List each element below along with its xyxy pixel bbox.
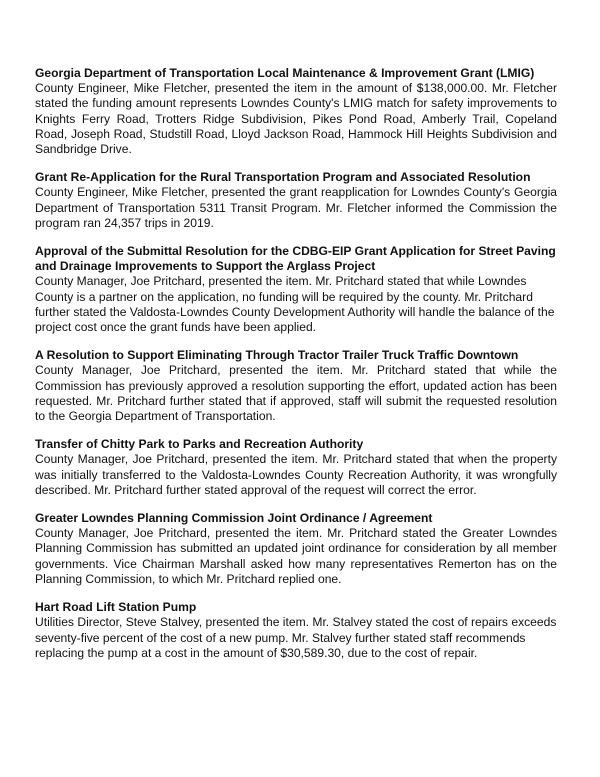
section-rural-transportation [35, 170, 557, 231]
section-hart-road-pump [35, 600, 557, 661]
section-cdbg-eip [35, 244, 557, 335]
section-body: Utilities Director, Steve Stalvey, presented the item. Mr. Stalvey stated the cost of repairs exceeds seventy-five percent of the cost of a new pump. Mr. Stalvey further stated staff recommends replacing the pump at a cost in the amount of $30,589.30, due to the cost of repair. [35, 615, 557, 660]
section-lmig-grant [35, 66, 557, 157]
section-truck-traffic [35, 348, 557, 424]
section-chitty-park [35, 437, 557, 498]
section-heading: A Resolution to Support Eliminating Through Tractor Trailer Truck Traffic Downtown [35, 348, 519, 363]
section-heading: Hart Road Lift Station Pump [35, 600, 197, 615]
section-body: County Manager, Joe Pritchard, presented the item. Mr. Pritchard stated the Greater Lowndes Planning Commission has submitted an updated joint ordinance for consideration by all member governments. Vice Chairman Marshall asked how many representatives Remerton has on the Planning Commission, to which Mr. Pritchard replied one. [35, 526, 557, 586]
section-body: County Manager, Joe Pritchard, presented the item. Mr. Pritchard stated that when the property was initially transferred to the Valdosta-Lowndes County Recreation Authority, it was wrongfully described. Mr. Pritchard further stated approval of the request will correct the error. [35, 452, 557, 497]
section-heading: Approval of the Submittal Resolution for the CDBG-EIP Grant Application for Street Paving and Drainage Improvements to Support the Arglass Project [35, 244, 556, 274]
section-heading: Grant Re-Application for the Rural Transportation Program and Associated Resolution [35, 170, 531, 185]
section-heading: Transfer of Chitty Park to Parks and Recreation Authority [35, 437, 364, 452]
section-body: County Engineer, Mike Fletcher, presented the item in the amount of $138,000.00. Mr. Fletcher stated the funding amount represents Lowndes County's LMIG match for safety improvements to Knights Ferry Road, Trotters Ridge Subdivision, Pikes Pond Road, Amberly Trail, Copeland Road, Joseph Road, Studstill Road, Lloyd Jackson Road, Hammock Hill Heights Subdivision and Sandbridge Drive. [35, 81, 557, 157]
document-page [35, 66, 557, 674]
section-heading: Georgia Department of Transportation Local Maintenance & Improvement Grant (LMIG) [35, 66, 535, 80]
section-body: County Manager, Joe Pritchard, presented the item. Mr. Pritchard stated that while Lowndes County is a partner on the application, no funding will be required by the county. Mr. Pritchard further stated the Valdosta-Lowndes County Development Authority will handle the balance of the project cost once the grant funds have been applied. [35, 274, 555, 335]
section-heading: Greater Lowndes Planning Commission Joint Ordinance / Agreement [35, 511, 433, 526]
section-body: County Engineer, Mike Fletcher, presented the grant reapplication for Lowndes County's Georgia Department of Transportation 5311 Transit Program. Mr. Fletcher informed the Commission the program ran 24,357 trips in 2019. [35, 185, 557, 230]
section-planning-commission [35, 511, 557, 587]
section-body: County Manager, Joe Pritchard, presented the item. Mr. Pritchard stated that while the Commission has previously approved a resolution supporting the effort, updated action has been requested. Mr. Pritchard further stated that if approved, staff will submit the requested resolution to the Georgia Department of Transportation. [35, 363, 557, 424]
